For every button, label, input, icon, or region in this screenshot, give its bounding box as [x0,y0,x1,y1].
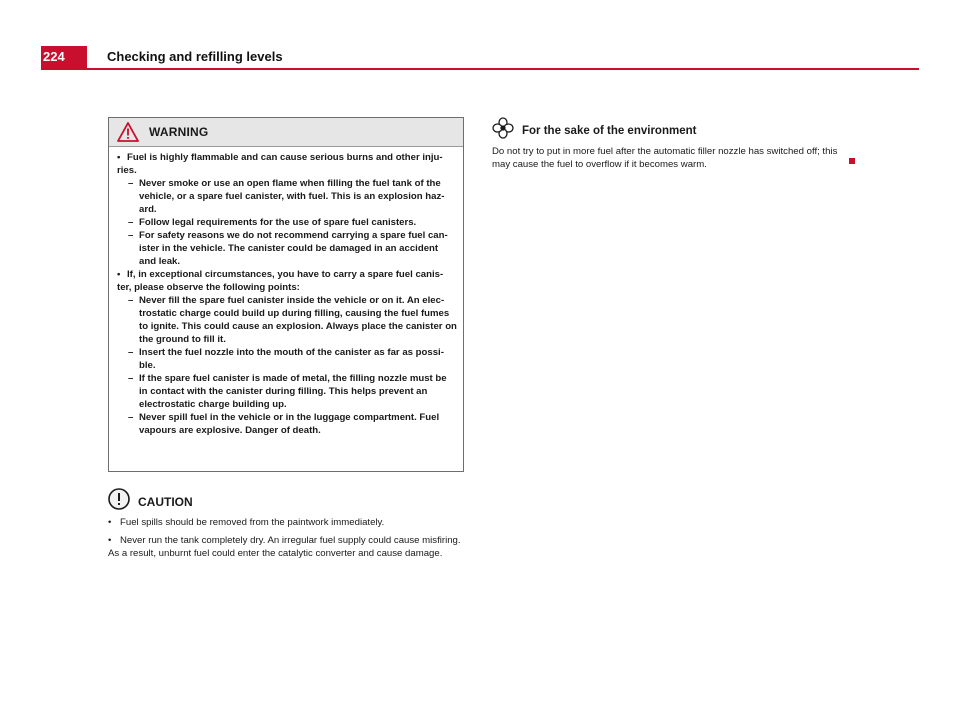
warning-subitem: – Never fill the spare fuel canister inside the vehicle or on it. An elec-trostatic charge could build up during filling, causing the fuel fumes to ignite. This could cause an explosion. Always place the canister on the ground to fill it. [117,294,457,346]
caution-heading: CAUTION [138,495,193,509]
caution-item: • Never run the tank completely dry. An irregular fuel supply could cause misfiring. As a result, unburnt fuel could enter the catalytic converter and cause damage. [108,535,461,559]
exclamation-circle-icon [108,488,130,510]
warning-subitem: – Never spill fuel in the vehicle or in the luggage compartment. Fuel vapours are explosive. Danger of death. [117,411,457,437]
caution-section [108,486,464,565]
warning-box [108,117,464,472]
warning-subitem: – Follow legal requirements for the use of spare fuel canisters. [117,216,457,229]
warning-header [109,118,463,147]
caution-item: • Fuel spills should be removed from the paintwork immediately. [108,517,385,528]
caution-body [108,516,464,560]
warning-item: • Fuel is highly flammable and can cause serious burns and other inju-ries. [117,152,443,176]
warning-triangle-icon [117,122,139,142]
warning-body [109,147,463,437]
warning-subitem: – Insert the fuel nozzle into the mouth of the canister as far as possi-ble. [117,346,457,372]
warning-subitem: – Never smoke or use an open flame when filling the fuel tank of the vehicle, or a spare fuel canister, with fuel. This is an explosion haz-ard. [117,177,457,216]
page-number: 224 [41,46,87,68]
page-header [41,46,919,70]
warning-subitem: – If the spare fuel canister is made of metal, the filling nozzle must be in contact with the canister during filling. This helps prevent an electrostatic charge building up. [117,372,457,411]
environment-heading: For the sake of the environment [522,125,697,137]
warning-heading: WARNING [149,125,209,139]
warning-item: • If, in exceptional circumstances, you have to carry a spare fuel canis-ter, please observe the following points: [117,269,444,293]
end-of-section-marker [849,158,855,164]
warning-subitem: – For safety reasons we do not recommend carrying a spare fuel can-ister in the vehicle. The canister could be damaged in an accident and leak. [117,229,457,268]
environment-header [492,116,852,140]
environment-text: Do not try to put in more fuel after the automatic filler nozzle has switched off; this may cause the fuel to overflow if it becomes warm. [492,146,838,170]
page-title: Checking and refilling levels [107,49,283,64]
environment-section [492,116,852,171]
caution-header [108,486,464,512]
flower-icon [492,117,514,139]
